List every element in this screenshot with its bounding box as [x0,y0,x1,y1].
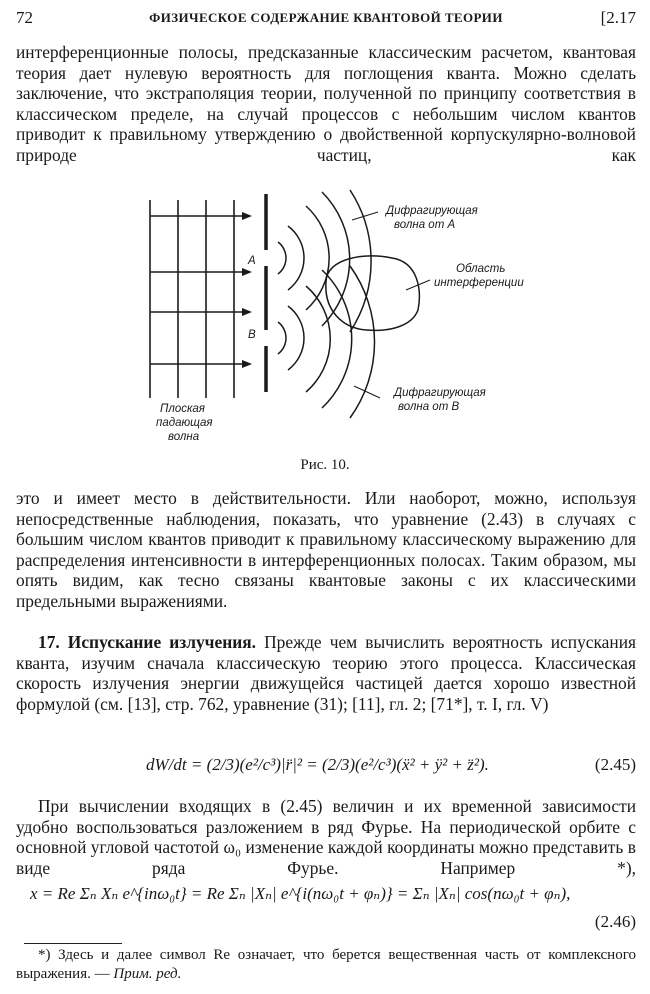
figure-caption: Рис. 10. [300,457,350,473]
equation-2-46-formula: x = Re Σₙ Xₙ e^{inω₀t} = Re Σₙ |Xₙ| e^{i(nω₀t + φₙ)} = Σₙ |Xₙ| cos(nω₀t + φₙ), [30,884,571,903]
paragraph-section-17 [16,632,636,714]
wave-b-label-2: волна от B [398,401,460,413]
region-label-1: Область [456,263,506,275]
plane-wave-label-1: Плоская [160,403,205,415]
footnote-rule [24,943,122,944]
page-number: 72 [16,8,33,27]
equation-2-45-number: (2.45) [594,755,636,774]
section-17-text: Прежде чем вычислить вероятность испускания кванта, изучим сначала классическую теорию этого процесса. Классическая скорость излучения энергии движущейся частицей дается хорошо известной формулой (см. [13], стр. 762, уравнение (31); [11], гл. 2; [71*], т. I, гл. V) [16,632,636,714]
slit-label-b: B [248,329,256,341]
footnote-text: *) Здесь и далее символ Re означает, что берется вещественная часть от комплексного выражения. — [16,947,636,982]
region-label-2: интерференции [434,277,524,289]
section-marker: [2.17 [600,8,636,27]
footnote [16,946,636,984]
paragraph-1: интерференционные полосы, предсказанные классическим расчетом, квантовая теория дает нулевую вероятность для поглощения кванта. Можно сделать заключение, что экстраполяция теории, полученной по принципу соответствия в классическом пределе, на случай процессов с небольшим числом квантов приводит к правильному утверждению о двойственной корпускулярно-волновой природе частиц, как [16,42,636,165]
paragraph-2: это и имеет место в действительности. Или наоборот, можно, используя непосредственные наблюдения, показать, что уравнение (2.43) в случаях с большим числом квантов приводит к правильному классическому выражению для распределения интенсивности в интерференционных полосах. Таким образом, мы опять видим, как тесно связаны квантовые законы с их классическими предельными выражениями. [16,488,636,611]
wave-b-label-1: Дифрагирующая [394,387,486,399]
running-title: ФИЗИЧЕСКОЕ СОДЕРЖАНИЕ КВАНТОВОЙ ТЕОРИИ [149,10,503,25]
footnote-editor: Прим. ред. [113,966,182,982]
section-heading: 17. Испускание излучения. [38,632,257,652]
diffraction-diagram [130,186,550,443]
plane-wave-label-2: падающая [156,417,213,429]
figure-10 [130,186,550,443]
running-header [16,6,636,30]
equation-2-46-number: (2.46) [594,912,636,931]
paragraph-3: При вычислении входящих в (2.45) величин и их временной зависимости удобно воспользоваться разложением в ряд Фурье. На периодической орбите с основной угловой частотой ω₀ изменение каждой координаты можно представить в виде ряда Фурье. Например *), [16,796,636,878]
wave-a-label-1: Дифрагирующая [386,205,478,217]
equation-2-45-formula: dW/dt = (2/3)(e²/c³)|r̈|² = (2/3)(e²/c³)(ẍ² + ÿ² + z̈²). [146,755,489,774]
plane-wave-label-3: волна [168,431,200,443]
slit-label-a: A [248,255,256,267]
wave-a-label-2: волна от A [394,219,456,231]
